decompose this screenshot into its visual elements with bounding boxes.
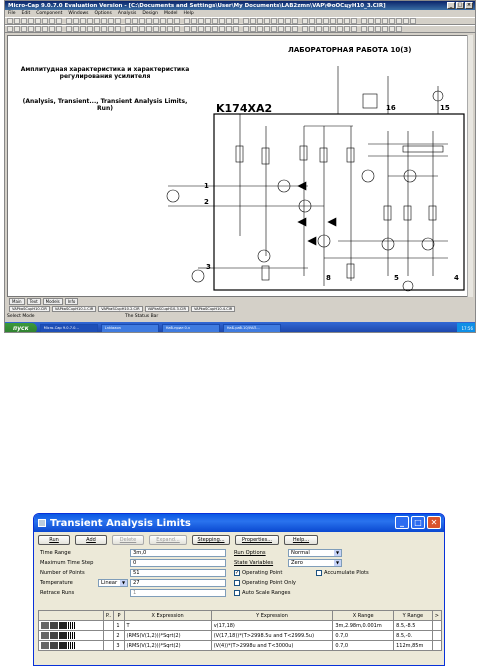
toolbar-button[interactable] (361, 26, 367, 32)
retrace-runs-label: Retrace Runs (40, 590, 75, 596)
toolbar-button[interactable] (21, 26, 27, 32)
dialog-title: Transient Analysis Limits (50, 517, 191, 529)
toolbar-button[interactable] (87, 26, 93, 32)
toolbar-button[interactable] (323, 26, 329, 32)
toolbar-button[interactable] (14, 18, 20, 24)
y-range-cell[interactable]: 112m,85m (394, 641, 433, 651)
x-range-cell[interactable]: 0.7,0 (333, 631, 394, 641)
file-tab[interactable]: VAPkaSCupH10.2.CIR (98, 306, 142, 312)
toolbar-button[interactable] (42, 18, 48, 24)
state-variables-select[interactable]: Zero ▼ (288, 559, 342, 567)
format-swatches[interactable] (39, 631, 104, 641)
toolbar-button[interactable] (257, 18, 263, 24)
temperature-input[interactable]: 27 (130, 579, 226, 587)
toolbar-button[interactable] (299, 26, 301, 32)
toolbar-button[interactable] (309, 18, 315, 24)
toolbar-button[interactable] (35, 26, 41, 32)
toolbar-button[interactable] (21, 18, 27, 24)
start-button[interactable]: пуск (5, 323, 37, 334)
y-expression-cell[interactable]: (V(17,18))*(T>2998.5u and T<2999.5u) (211, 631, 333, 641)
max-time-step-input[interactable]: 0 (130, 559, 226, 567)
toolbar-button[interactable] (160, 18, 166, 24)
toolbar-button[interactable] (73, 18, 79, 24)
extra-cell[interactable] (432, 641, 441, 651)
menu-component[interactable]: Component (36, 11, 63, 16)
toolbar-button[interactable] (358, 26, 360, 32)
toolbar-button[interactable] (375, 26, 381, 32)
extra-cell[interactable] (432, 631, 441, 641)
toolbar-button[interactable] (49, 26, 55, 32)
toolbar-button[interactable] (115, 26, 121, 32)
analysis-note: (Analysis, Transient..., Transient Analysis Limits, Run) (22, 98, 188, 112)
toolbar-button[interactable] (87, 18, 93, 24)
x-expression-cell[interactable]: T (124, 621, 211, 631)
toolbar-button[interactable] (174, 18, 180, 24)
lab-title: ЛАБОРАТОРНАЯ РАБОТА 10(3) (288, 46, 412, 54)
toolbar-button[interactable] (101, 26, 107, 32)
toolbar-button[interactable] (49, 18, 55, 24)
pin-5: 5 (394, 274, 399, 282)
page-cell[interactable] (103, 641, 114, 651)
plot-number-cell[interactable]: 2 (114, 631, 124, 641)
toolbar-button[interactable] (299, 18, 301, 24)
x-expression-cell[interactable]: (RMS(V(1,2)))*Sqrt(2) (124, 631, 211, 641)
temperature-label: Temperature (40, 580, 73, 586)
toolbar-button[interactable] (368, 26, 374, 32)
toolbar-button[interactable] (257, 26, 263, 32)
pin-16: 16 (386, 104, 396, 112)
toolbar-button[interactable] (7, 26, 13, 32)
toolbar-button[interactable] (233, 18, 239, 24)
toolbar-button[interactable] (167, 26, 173, 32)
toolbar-button[interactable] (344, 18, 350, 24)
column-header: X Range (333, 611, 394, 621)
toolbar-button[interactable] (292, 26, 298, 32)
toolbar-button[interactable] (382, 18, 388, 24)
minimize-button[interactable]: _ (395, 516, 409, 529)
toolbar-button[interactable] (122, 18, 124, 24)
toolbar-button[interactable] (101, 18, 107, 24)
toolbar-button[interactable] (139, 18, 145, 24)
toolbar-button[interactable] (302, 18, 308, 24)
toolbar-button[interactable] (285, 18, 291, 24)
pin-4: 4 (454, 274, 459, 282)
close-button[interactable]: ✕ (427, 516, 441, 529)
toolbar-button[interactable] (153, 26, 159, 32)
toolbar-button[interactable] (351, 26, 357, 32)
system-clock: 17:56 (457, 323, 476, 334)
maximize-button[interactable]: □ (457, 2, 463, 8)
toolbar-button[interactable] (28, 26, 34, 32)
num-points-input[interactable]: 51 (130, 569, 226, 577)
column-header: Y Expression (211, 611, 333, 621)
file-tab[interactable]: VAPkaSCupH10.3.CIR (145, 306, 189, 312)
pin-15: 15 (440, 104, 450, 112)
toolbar-button[interactable] (191, 26, 197, 32)
toolbar-button[interactable] (316, 26, 322, 32)
toolbar-button[interactable] (108, 18, 114, 24)
add-button[interactable]: Add (75, 535, 107, 545)
run-options-label: Run Options (234, 550, 266, 556)
menu-edit[interactable]: Edit (21, 11, 31, 16)
x-range-cell[interactable]: 3m,2.98m,0.001m (333, 621, 394, 631)
toolbar-button[interactable] (240, 18, 242, 24)
run-button[interactable]: Run (38, 535, 70, 545)
toolbar-button[interactable] (125, 18, 131, 24)
table-row[interactable] (39, 631, 442, 641)
auto-scale-checkbox[interactable] (234, 590, 290, 596)
taskbar-item[interactable]: НаБ.раб.10/УАП... (223, 324, 281, 333)
taskbar-item[interactable]: Lnklaaon (101, 324, 159, 333)
tab-text[interactable]: Text (27, 298, 41, 305)
retrace-runs-input[interactable]: 1 (130, 589, 226, 597)
toolbar-button[interactable] (66, 18, 72, 24)
toolbar-button[interactable] (309, 26, 315, 32)
toolbar-button[interactable] (132, 18, 138, 24)
menu-file[interactable]: File (8, 11, 16, 16)
toolbar-button[interactable] (122, 26, 124, 32)
y-range-cell[interactable]: 8.5,-0. (394, 631, 433, 641)
time-range-input[interactable]: 3m,0 (130, 549, 226, 557)
toolbar-button[interactable] (243, 18, 249, 24)
toolbar-button[interactable] (66, 26, 72, 32)
limits-fields (34, 548, 444, 608)
minimize-button[interactable]: _ (447, 2, 455, 9)
toolbar-button[interactable] (233, 26, 239, 32)
toolbar-button[interactable] (63, 26, 65, 32)
toolbar-button[interactable] (181, 18, 183, 24)
toolbar-button[interactable] (56, 26, 62, 32)
toolbar-button[interactable] (396, 18, 402, 24)
extra-cell[interactable] (432, 621, 441, 631)
menu-analysis[interactable]: Analysis (117, 11, 137, 16)
toolbar-button[interactable] (264, 26, 270, 32)
window-title: Micro-Cap 9.0.7.0 Evaluation Version - [C:\Documents and Settings\User\My Documents\LAB2zmn\VAP\ФоОСцуН10_3.CIR] (8, 2, 386, 9)
state-variables-label: State Variables (234, 560, 274, 566)
taskbar-item[interactable]: Micro-Cap 9.0.7.0... (40, 324, 98, 333)
close-button[interactable]: × (466, 2, 472, 8)
table-row[interactable] (39, 641, 442, 651)
toolbar-button[interactable] (108, 26, 114, 32)
maximize-button[interactable]: □ (411, 516, 425, 529)
plot-number-cell[interactable]: 1 (114, 621, 124, 631)
format-swatches[interactable] (39, 641, 104, 651)
toolbar-button[interactable] (368, 18, 374, 24)
num-points-label: Number of Points (40, 570, 85, 576)
menu-design[interactable]: Design (142, 11, 158, 16)
dialog-button-row (34, 532, 444, 548)
toolbar-button[interactable] (344, 26, 350, 32)
toolbar-button[interactable] (330, 26, 336, 32)
dialog-titlebar (34, 514, 444, 532)
toolbar-button[interactable] (219, 26, 225, 32)
x-expression-cell[interactable]: (RMS(V(1,2)))*Sqrt(2) (124, 641, 211, 651)
toolbar-button[interactable] (323, 18, 329, 24)
status-mode: Select Mode (7, 314, 35, 319)
toolbar-button[interactable] (358, 18, 360, 24)
view-tabs (7, 298, 469, 305)
y-range-cell[interactable]: 8.5,-8.5 (394, 621, 433, 631)
plot-expressions-table (38, 610, 442, 651)
accumulate-plots-label: Accumulate Plots (324, 570, 369, 576)
operating-point-label: Operating Point (242, 570, 283, 576)
toolbar-button[interactable] (198, 18, 204, 24)
help-button[interactable]: Help... (284, 535, 318, 545)
toolbar-button[interactable] (125, 26, 131, 32)
tab-info[interactable]: Info (65, 298, 79, 305)
microcap-window (4, 0, 476, 333)
toolbar-button[interactable] (396, 26, 402, 32)
operating-point-only-checkbox[interactable] (234, 580, 296, 586)
toolbar-button[interactable] (184, 26, 190, 32)
swatch-column-header (39, 611, 104, 621)
window-titlebar (5, 1, 475, 10)
toolbar-button[interactable] (330, 18, 336, 24)
toolbar-button[interactable] (361, 18, 367, 24)
main-toolbar (5, 17, 475, 25)
toolbar-button[interactable] (167, 18, 173, 24)
tab-main[interactable]: Main (9, 298, 25, 305)
column-header: P (114, 611, 124, 621)
component-toolbar (5, 25, 475, 33)
toolbar-button[interactable] (153, 18, 159, 24)
operating-point-only-label: Operating Point Only (242, 580, 296, 586)
toolbar-button[interactable] (243, 26, 249, 32)
toolbar-button[interactable] (389, 26, 395, 32)
taskbar-item[interactable]: Наб-прил 0.v (162, 324, 220, 333)
toolbar-button[interactable] (80, 18, 86, 24)
schematic-canvas[interactable] (7, 35, 469, 297)
format-swatches[interactable] (39, 621, 104, 631)
toolbar-button[interactable] (410, 18, 416, 24)
toolbar-button[interactable] (337, 18, 343, 24)
toolbar-button[interactable] (389, 18, 395, 24)
toolbar-button[interactable] (240, 26, 242, 32)
temperature-mode-select[interactable]: Linear ▼ (98, 579, 128, 587)
toolbar-button[interactable] (80, 26, 86, 32)
menu-options[interactable]: Options (94, 11, 112, 16)
menu-bar (5, 10, 475, 17)
toolbar-button[interactable] (35, 18, 41, 24)
y-expression-cell[interactable]: v(17,18) (211, 621, 333, 631)
toolbar-button[interactable] (115, 18, 121, 24)
toolbar-button[interactable] (42, 26, 48, 32)
toolbar-button[interactable] (219, 18, 225, 24)
file-tabs (7, 305, 469, 312)
taskbar (5, 322, 476, 333)
y-expression-cell[interactable]: (V(4))*(T>2998u and T<3000u) (211, 641, 333, 651)
status-bar (5, 312, 476, 321)
pin-3: 3 (206, 263, 211, 271)
stepping-button[interactable]: Stepping... (192, 535, 230, 545)
toolbar-button[interactable] (28, 18, 34, 24)
page-cell[interactable] (103, 621, 114, 631)
toolbar-button[interactable] (160, 26, 166, 32)
toolbar-button[interactable] (212, 26, 218, 32)
toolbar-button[interactable] (198, 26, 204, 32)
toolbar-button[interactable] (184, 18, 190, 24)
toolbar-button[interactable] (205, 18, 211, 24)
vertical-scrollbar[interactable] (467, 35, 473, 297)
file-tab[interactable]: VAPkaSCupH10.4.CIR (191, 306, 235, 312)
toolbar-button[interactable] (7, 18, 13, 24)
chip-label: K174XA2 (216, 102, 273, 115)
toolbar-button[interactable] (191, 18, 197, 24)
column-header: > (432, 611, 441, 621)
toolbar-button[interactable] (271, 18, 277, 24)
toolbar-button[interactable] (132, 26, 138, 32)
time-range-label: Time Range (40, 550, 71, 556)
toolbar-button[interactable] (181, 26, 183, 32)
toolbar-button[interactable] (63, 18, 65, 24)
toolbar-button[interactable] (174, 26, 180, 32)
toolbar-button[interactable] (139, 26, 145, 32)
toolbar-button[interactable] (316, 18, 322, 24)
toolbar-button[interactable] (302, 26, 308, 32)
tab-models[interactable]: Models (43, 298, 63, 305)
column-header: X Expression (124, 611, 211, 621)
toolbar-button[interactable] (337, 26, 343, 32)
max-time-step-label: Maximum Time Step (40, 560, 94, 566)
pin-8: 8 (326, 274, 331, 282)
table-header-row (39, 611, 442, 621)
toolbar-button[interactable] (375, 18, 381, 24)
status-text: The Status Bar (125, 314, 159, 319)
table-row[interactable] (39, 621, 442, 631)
toolbar-button[interactable] (382, 26, 388, 32)
toolbar-button[interactable] (264, 18, 270, 24)
toolbar-button[interactable] (56, 18, 62, 24)
toolbar-button[interactable] (73, 26, 79, 32)
auto-scale-label: Auto Scale Ranges (242, 590, 291, 596)
toolbar-button[interactable] (94, 26, 100, 32)
toolbar-button[interactable] (146, 18, 152, 24)
toolbar-button[interactable] (250, 18, 256, 24)
pin-1: 1 (204, 182, 209, 190)
menu-help[interactable]: Help (183, 11, 194, 16)
toolbar-button[interactable] (278, 18, 284, 24)
toolbar-button[interactable] (250, 26, 256, 32)
delete-button[interactable]: Delete (112, 535, 144, 545)
toolbar-button[interactable] (278, 26, 284, 32)
plot-number-cell[interactable]: 3 (114, 641, 124, 651)
toolbar-button[interactable] (271, 26, 277, 32)
toolbar-button[interactable] (212, 18, 218, 24)
app-icon (38, 519, 46, 527)
toolbar-button[interactable] (403, 18, 409, 24)
toolbar-button[interactable] (351, 18, 357, 24)
page-cell[interactable] (103, 631, 114, 641)
menu-model[interactable]: Model (163, 11, 178, 16)
toolbar-button[interactable] (226, 26, 232, 32)
column-header: Y Range (394, 611, 433, 621)
column-header: P.. (103, 611, 114, 621)
expand-button[interactable]: Expand... (149, 535, 187, 545)
toolbar-button[interactable] (14, 26, 20, 32)
operating-point-checkbox[interactable]: ✓ Operating Point (235, 570, 283, 576)
x-range-cell[interactable]: 0.7,0 (333, 641, 394, 651)
file-tab[interactable]: VAPkaSCupH10.CIR (9, 306, 50, 312)
file-tab[interactable]: VAPkaSCupH10.1.CIR (52, 306, 96, 312)
accumulate-plots-checkbox[interactable] (316, 570, 369, 576)
menu-windows[interactable]: Windows (68, 11, 89, 16)
run-options-select[interactable]: Normal ▼ (288, 549, 342, 557)
toolbar-button[interactable] (205, 26, 211, 32)
toolbar-button[interactable] (292, 18, 298, 24)
properties-button[interactable]: Properties... (235, 535, 279, 545)
toolbar-button[interactable] (285, 26, 291, 32)
toolbar-button[interactable] (94, 18, 100, 24)
description-text: Амплитудная характеристика и характеристика регулирования усилителя (20, 66, 190, 80)
pin-2: 2 (204, 198, 209, 206)
toolbar-button[interactable] (146, 26, 152, 32)
toolbar-button[interactable] (226, 18, 232, 24)
transient-analysis-limits-dialog (33, 513, 445, 666)
